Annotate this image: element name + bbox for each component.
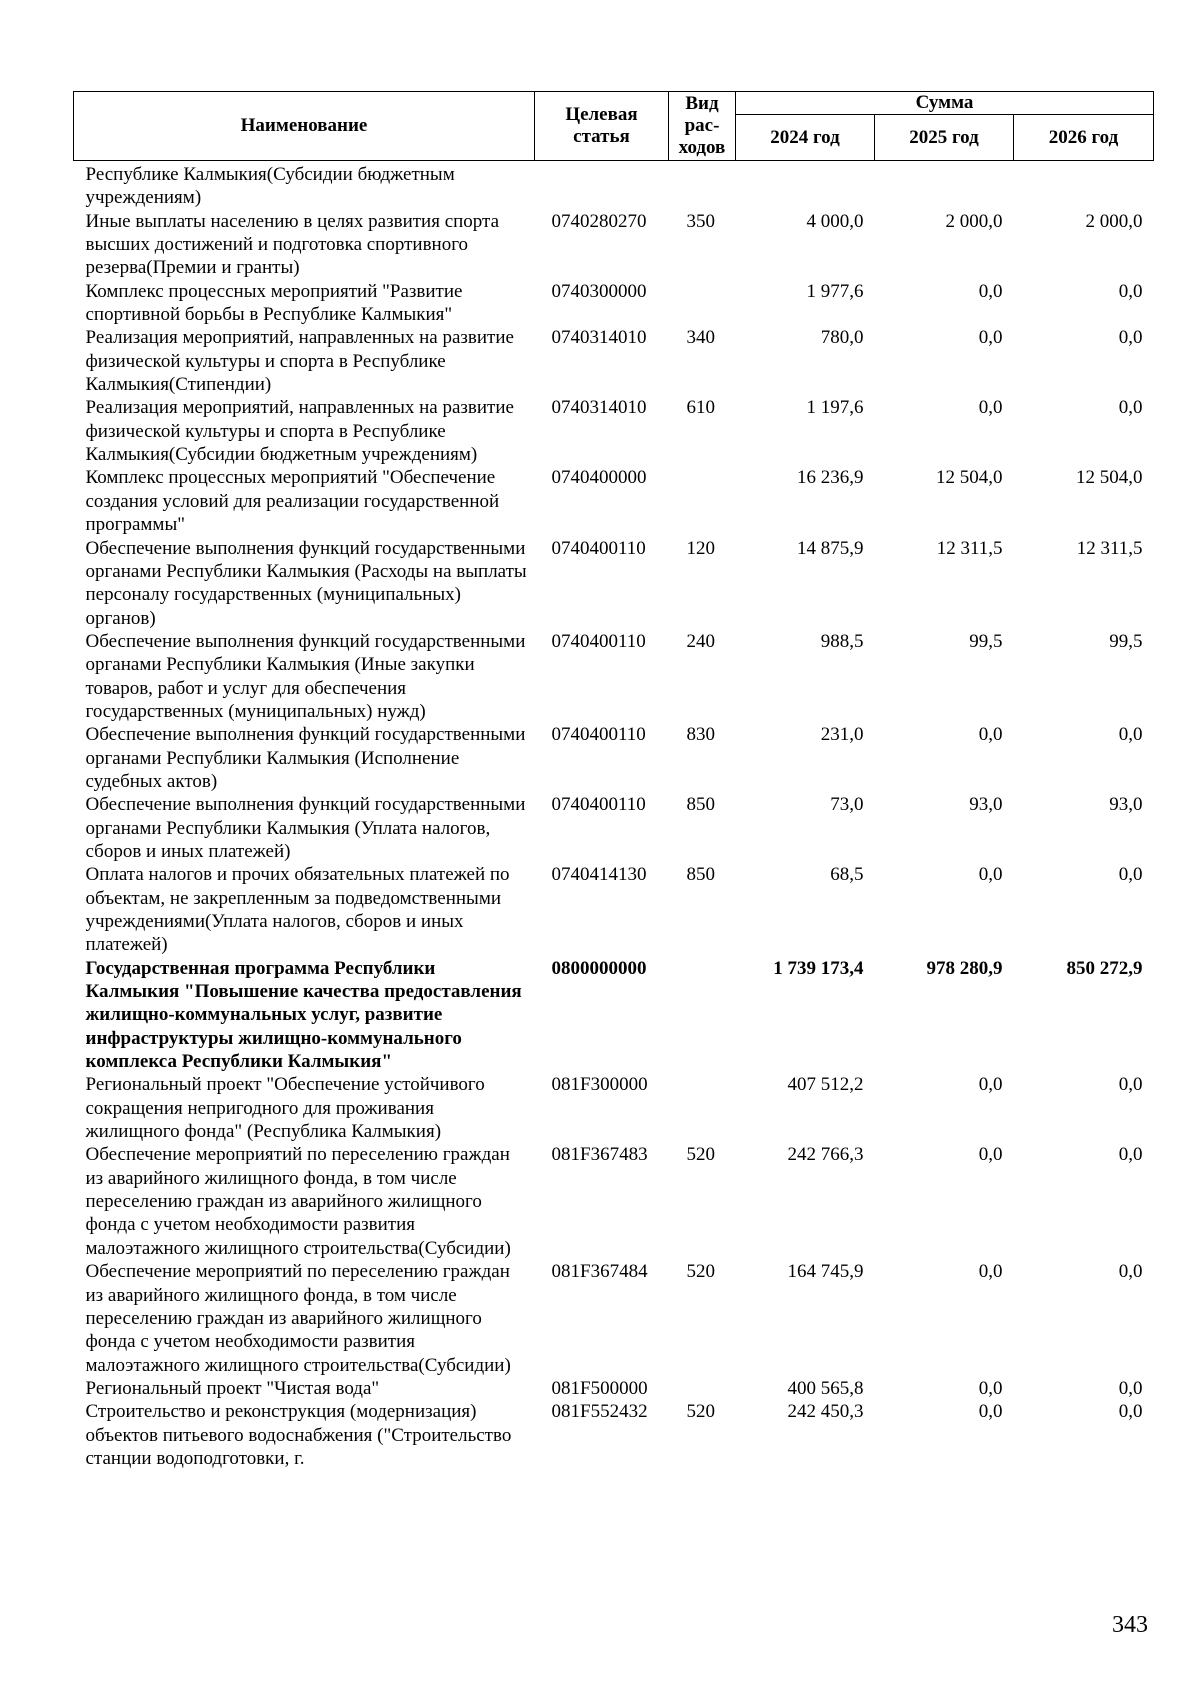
row-vid: 850 — [686, 864, 715, 886]
row-code: 081F367484 — [551, 1261, 648, 1283]
row-name: Оплата налогов и прочих обязательных платежей по объектам, не закрепленным за подведомственными учреждениями(Уплата налогов, сборов и иных платежей) — [85, 864, 510, 956]
row-2024: 1 197,6 — [806, 397, 864, 419]
row-2024: 68,5 — [830, 864, 864, 886]
row-code: 081F552432 — [551, 1401, 648, 1423]
row-code: 0740414130 — [551, 864, 647, 886]
row-2024: 1 739 173,4 — [773, 957, 864, 979]
row-2025: 978 280,9 — [926, 957, 1003, 979]
row-vid: 850 — [686, 794, 715, 816]
row-2026: 0,0 — [1118, 1261, 1143, 1283]
row-vid: 520 — [686, 1261, 715, 1283]
table-row — [74, 630, 1154, 723]
row-name: Государственная программа Республики Калмыкия "Повышение качества предоставления жилищно-коммунальных услуг, развитие инфраструктуры жилищно-коммунального комплекса Республики Калмыкия" — [85, 957, 522, 1073]
row-2024: 407 512,2 — [787, 1074, 864, 1096]
row-2025: 12 311,5 — [936, 537, 1003, 559]
row-2026: 99,5 — [1109, 630, 1143, 652]
row-name: Обеспечение выполнения функций государственными органами Республики Калмыкия (Иные закупки товаров, работ и услуг для обеспечения государственных (муниципальных) нужд) — [85, 630, 526, 722]
row-vid: 830 — [686, 724, 715, 746]
row-2024: 14 875,9 — [797, 537, 864, 559]
row-2025: 0,0 — [978, 397, 1003, 419]
row-name: Комплекс процессных мероприятий "Развитие спортивной борьбы в Республике Калмыкия" — [85, 280, 463, 326]
row-code: 081F500000 — [551, 1377, 648, 1399]
row-name: Иные выплаты населению в целях развития спорта высших достижений и подготовка спортивного резерва(Премии и гранты) — [85, 210, 500, 279]
row-2026: 0,0 — [1118, 1074, 1143, 1096]
row-vid: 240 — [686, 630, 715, 652]
row-name: Региональный проект "Чистая вода" — [85, 1377, 380, 1399]
row-code — [535, 161, 669, 210]
header-2025: 2025 год — [875, 115, 1014, 161]
row-2026: 12 311,5 — [1076, 537, 1143, 559]
table-row — [74, 723, 1154, 793]
row-2025: 0,0 — [978, 1401, 1003, 1423]
row-2026: 93,0 — [1109, 794, 1143, 816]
header-sum: Сумма — [736, 92, 1154, 115]
row-name: Реализация мероприятий, направленных на развитие физической культуры и спорта в Республике Калмыкия(Субсидии бюджетным учреждениям) — [85, 397, 514, 466]
header-code-text: Целевая статья — [565, 104, 638, 147]
row-2026: 12 504,0 — [1076, 467, 1143, 489]
row-2024: 73,0 — [830, 794, 864, 816]
header-code — [535, 92, 669, 161]
row-2024: 16 236,9 — [797, 467, 864, 489]
table-row — [74, 280, 1154, 327]
table-row — [74, 1400, 1154, 1470]
row-2024 — [736, 161, 875, 210]
row-vid — [669, 1377, 736, 1400]
row-2026: 0,0 — [1118, 397, 1143, 419]
row-2025: 0,0 — [978, 1074, 1003, 1096]
row-name: Обеспечение выполнения функций государственными органами Республики Калмыкия (Исполнение судебных актов) — [85, 724, 526, 792]
header-2026: 2026 год — [1014, 115, 1154, 161]
header-vid — [669, 92, 736, 161]
row-code: 0740400000 — [551, 467, 647, 489]
row-code: 0740300000 — [551, 280, 647, 302]
row-vid: 120 — [686, 537, 715, 559]
row-name: Комплекс процессных мероприятий "Обеспечение создания условий для реализации государственной программы" — [85, 467, 500, 536]
table-row — [74, 1260, 1154, 1377]
header-name: Наименование — [74, 92, 535, 161]
table-body — [74, 161, 1154, 1471]
row-vid — [669, 1073, 736, 1143]
table-row — [74, 957, 1154, 1074]
row-2026: 0,0 — [1118, 327, 1143, 349]
row-vid — [669, 957, 736, 1074]
row-2024: 400 565,8 — [787, 1377, 864, 1399]
row-name: Обеспечение мероприятий по переселению граждан из аварийного жилищного фонда, в том числе переселению граждан из аварийного жилищного фонда с учетом необходимости развития малоэтажного жилищного строительства(Субсидии) — [85, 1261, 511, 1376]
row-2025 — [875, 161, 1014, 210]
row-2026: 0,0 — [1118, 1144, 1143, 1166]
row-2026: 0,0 — [1118, 1401, 1143, 1423]
row-2025: 99,5 — [969, 630, 1003, 652]
row-code: 0800000000 — [551, 957, 647, 979]
row-name: Обеспечение выполнения функций государственными органами Республики Калмыкия (Уплата налогов, сборов и иных платежей) — [85, 794, 526, 862]
budget-table — [73, 91, 1154, 1470]
row-vid — [669, 466, 736, 536]
row-code: 0740400110 — [551, 794, 646, 816]
row-vid: 350 — [686, 210, 715, 232]
page-number: 343 — [1112, 1612, 1148, 1638]
table-row — [74, 466, 1154, 536]
table-header — [74, 92, 1154, 161]
table-row — [74, 210, 1154, 280]
row-2025: 0,0 — [978, 327, 1003, 349]
header-2024: 2024 год — [736, 115, 875, 161]
row-2026: 0,0 — [1118, 864, 1143, 886]
row-2024: 242 450,3 — [787, 1401, 864, 1423]
row-2025: 0,0 — [978, 724, 1003, 746]
row-vid: 610 — [686, 397, 715, 419]
row-2026: 0,0 — [1118, 1377, 1143, 1399]
row-2025: 0,0 — [978, 1377, 1003, 1399]
row-2024: 4 000,0 — [806, 210, 864, 232]
row-code: 0740314010 — [551, 327, 647, 349]
row-code: 0740314010 — [551, 397, 647, 419]
table-row — [74, 326, 1154, 396]
row-2026 — [1014, 161, 1154, 210]
row-2026: 850 272,9 — [1066, 957, 1143, 979]
row-code: 0740280270 — [551, 210, 647, 232]
row-code: 0740400110 — [551, 537, 646, 559]
row-code: 0740400110 — [551, 630, 646, 652]
row-code: 081F300000 — [551, 1074, 648, 1096]
row-vid: 520 — [686, 1144, 715, 1166]
row-2025: 0,0 — [978, 1144, 1003, 1166]
row-2024: 988,5 — [820, 630, 864, 652]
table-row — [74, 1377, 1154, 1400]
row-name: Республике Калмыкия(Субсидии бюджетным учреждениям) — [85, 164, 455, 209]
row-2025: 93,0 — [969, 794, 1003, 816]
row-name: Обеспечение выполнения функций государственными органами Республики Калмыкия (Расходы на выплаты персоналу государственных (муниципальных) органов) — [85, 537, 527, 629]
row-2026: 0,0 — [1118, 724, 1143, 746]
table-row — [74, 863, 1154, 956]
row-name: Региональный проект "Обеспечение устойчивого сокращения непригодного для проживания жилищного фонда" (Республика Калмыкия) — [85, 1074, 485, 1143]
row-vid: 520 — [686, 1401, 715, 1423]
row-2025: 0,0 — [978, 280, 1003, 302]
row-2024: 780,0 — [820, 327, 864, 349]
header-vid-text: Вид рас-ходов — [678, 93, 726, 158]
table-row — [74, 1143, 1154, 1260]
row-2024: 1 977,6 — [806, 280, 864, 302]
row-2024: 164 745,9 — [787, 1261, 864, 1283]
row-code: 0740400110 — [551, 724, 646, 746]
row-name: Строительство и реконструкция (модернизация) объектов питьевого водоснабжения ("Строительство станции водоподготовки, г. — [85, 1401, 512, 1469]
row-2026: 0,0 — [1118, 280, 1143, 302]
row-code: 081F367483 — [551, 1144, 648, 1166]
table-row — [74, 793, 1154, 863]
table-row — [74, 537, 1154, 630]
row-vid — [669, 280, 736, 327]
budget-table-page — [73, 91, 1153, 1470]
row-vid: 340 — [686, 327, 715, 349]
row-2025: 0,0 — [978, 1261, 1003, 1283]
row-2025: 2 000,0 — [945, 210, 1003, 232]
row-2026: 2 000,0 — [1085, 210, 1143, 232]
row-2025: 0,0 — [978, 864, 1003, 886]
row-2025: 12 504,0 — [936, 467, 1003, 489]
table-row — [74, 396, 1154, 466]
row-2024: 242 766,3 — [787, 1144, 864, 1166]
row-name: Обеспечение мероприятий по переселению граждан из аварийного жилищного фонда, в том числе переселению граждан из аварийного жилищного фонда с учетом необходимости развития малоэтажного жилищного строительства(Субсидии) — [85, 1144, 511, 1259]
row-2024: 231,0 — [820, 724, 864, 746]
row-vid — [669, 161, 736, 210]
row-name: Реализация мероприятий, направленных на развитие физической культуры и спорта в Республике Калмыкия(Стипендии) — [85, 327, 514, 396]
table-row — [74, 1073, 1154, 1143]
table-row — [74, 161, 1154, 210]
